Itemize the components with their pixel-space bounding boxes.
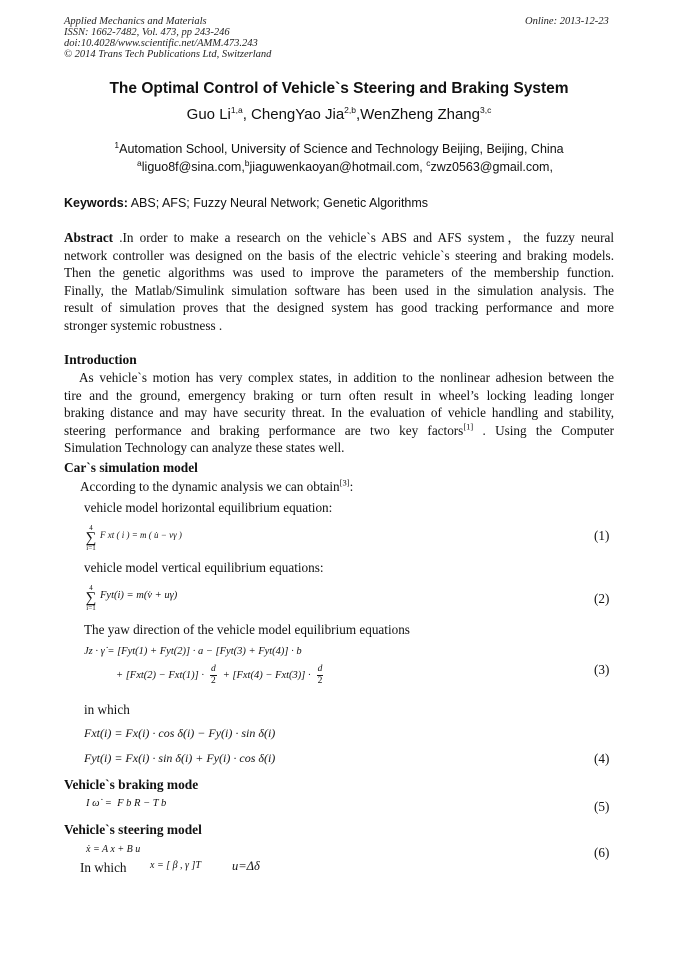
abstract: Abstract .In order to make a research on the vehicle`s ABS and AFS system，the fuzzy neural network controller was designed on the basis of the electric vehicle`s steering and braking models. Then the genetic algorithms was used to improve the parameters of the membership function. Finally, the Matlab/Simulink simulation software has been used in the simulation analysis. The result of simulation proves that the designed system has good tracking performance and more stronger systemic robustness . xyxy=(64,230,614,333)
author-list: Guo Li$^{1,a}$, ChengYao Jia$^{2,b}$,WenZheng Zhang$^{3,c}$ xyxy=(186,105,492,123)
copyright-line: © 2014 Trans Tech Publications Ltd, Switzerland xyxy=(64,49,272,60)
yaw-label: The yaw direction of the vehicle model equilibrium equations xyxy=(84,622,410,637)
equation-4-line2: Fyt(i) = Fx(i) · sin δ(i) + Fy(i) · cos δ(i) xyxy=(84,751,276,765)
equation-number: (3) xyxy=(594,662,610,677)
author-name: WenZheng Zhang xyxy=(360,106,480,123)
introduction-heading: Introduction xyxy=(64,352,137,367)
affiliation-text: Automation School, University of Science and Technology Beijing, Beijing, China xyxy=(119,142,564,156)
citation: [3] xyxy=(339,477,350,488)
paper-title: The Optimal Control of Vehicle`s Steering and Braking System xyxy=(109,80,569,97)
sim-model-intro: According to the dynamic analysis we can obtain[3]: xyxy=(80,477,354,494)
equation-6: ẋ = A x + B u xyxy=(86,844,141,855)
equation-3-line2: + [Fxt(2) − Fxt(1)] · $\frac{d}{2}$ + [Fxt(4) − Fxt(3)] · $\frac{d}{2}$ xyxy=(116,664,323,686)
keywords-label: Keywords: xyxy=(64,196,128,210)
equation-3-line1: Jz · γ̇ = [Fyt(1) + Fyt(2)] · a − [Fyt(3) + Fyt(4)] · b xyxy=(84,646,302,657)
email-link[interactable]: liguo8f@sina.com, xyxy=(141,160,245,174)
x-definition: x = [ β , γ ]T xyxy=(150,860,201,871)
u-definition: u=Δδ xyxy=(232,859,260,873)
affiliation-sup: 1 xyxy=(114,139,120,150)
equation-number: (2) xyxy=(594,591,610,606)
in-which-label: in which xyxy=(84,702,130,717)
email-link[interactable]: zwz0563@gmail.com, xyxy=(430,160,553,174)
steering-heading: Vehicle`s steering model xyxy=(64,822,202,837)
keywords xyxy=(64,196,428,210)
abstract-label: Abstract xyxy=(64,230,114,245)
journal-name: Applied Mechanics and Materials xyxy=(64,16,207,27)
issn-line: ISSN: 1662-7482, Vol. 473, pp 243-246 xyxy=(64,27,230,38)
sum-symbol: ∑ xyxy=(85,590,97,606)
braking-heading: Vehicle`s braking mode xyxy=(64,777,199,792)
author-name: Guo Li xyxy=(186,106,231,123)
email-link[interactable]: jiaguwenkaoyan@hotmail.com, xyxy=(249,160,423,174)
author-sup: 3,c xyxy=(479,105,492,115)
equation-5: I ω̇ = F b R − T b xyxy=(86,798,167,809)
affiliation xyxy=(0,139,678,156)
equation-number: (1) xyxy=(594,528,610,543)
keywords-text: ABS; AFS; Fuzzy Neural Network; Genetic Algorithms xyxy=(130,196,429,210)
vertical-label: vehicle model vertical equilibrium equations: xyxy=(84,560,324,575)
equation-number: (6) xyxy=(594,845,610,860)
doi-line: doi:10.4028/www.scientific.net/AMM.473.243 xyxy=(64,38,258,49)
in-which-label: In which xyxy=(80,860,127,875)
online-date: Online: 2013-12-23 xyxy=(525,16,609,27)
equation-number: (4) xyxy=(594,751,610,766)
citation: [1] xyxy=(463,421,474,432)
horizontal-label: vehicle model horizontal equilibrium equation: xyxy=(84,500,333,515)
author-name: ChengYao Jia xyxy=(251,106,345,123)
author-sup: 1,a xyxy=(230,105,243,115)
sum-symbol: ∑ xyxy=(85,530,97,546)
introduction-body: As vehicle`s motion has very complex states, in addition to the nonlinear adhesion between the tire and the ground, emergency braking or turn often result in wheel’s locking leading longer braking distance and may have security threat. In the evaluation of vehicle handling and stability, steering performance and braking performance are two key factors[1] . Using the Computer Simulation Technology can analyze these states well. xyxy=(64,370,614,455)
author-sup: 2,b xyxy=(344,105,356,115)
equation-4-line1: Fxt(i) = Fx(i) · cos δ(i) − Fy(i) · sin δ(i) xyxy=(84,726,276,740)
email-list: $^a$liguo8f@sina.com,$^b$jiaguwenkaoyan@hotmail.com, $^c$zwz0563@gmail.com, xyxy=(137,157,553,174)
sim-model-heading: Car`s simulation model xyxy=(64,460,198,475)
equation-number: (5) xyxy=(594,799,610,814)
